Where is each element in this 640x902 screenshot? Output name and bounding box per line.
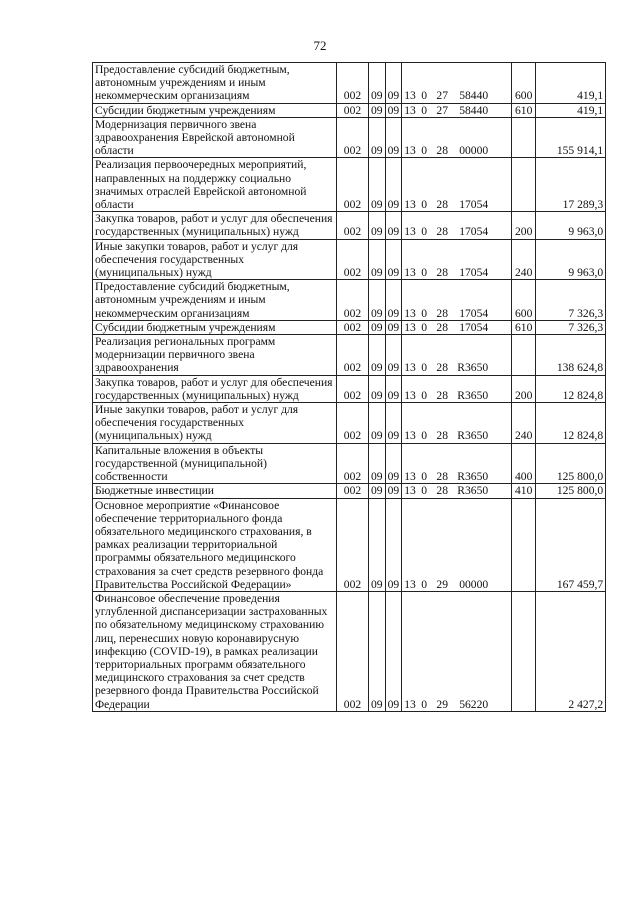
- amount: 7 326,3: [536, 280, 606, 321]
- amount: 125 800,0: [536, 484, 606, 498]
- section-code: 09: [369, 280, 386, 321]
- subsection-code: 09: [385, 117, 402, 158]
- target-article-code: [402, 212, 512, 239]
- item-name: Иные закупки товаров, работ и услуг для обеспечения государственных (муниципальных) нужд: [93, 403, 337, 444]
- target-article-code: [402, 117, 512, 158]
- event-code: 27: [436, 89, 448, 103]
- subsection-code: 09: [385, 484, 402, 498]
- direction-code: 00000: [459, 577, 489, 591]
- target-article-code: [402, 498, 512, 591]
- table-row: [93, 335, 606, 376]
- subprogram-code: 0: [421, 361, 428, 375]
- target-article-code: [402, 375, 512, 402]
- event-code: 28: [436, 198, 448, 212]
- expense-type-code: 200: [512, 375, 536, 402]
- admin-code: 002: [337, 280, 369, 321]
- target-article-code: [402, 443, 512, 484]
- section-code: 09: [369, 335, 386, 376]
- subsection-code: 09: [385, 63, 402, 104]
- program-code: 13: [404, 484, 416, 498]
- direction-code: 17054: [459, 198, 489, 212]
- direction-code: 58440: [459, 103, 489, 117]
- amount: 2 427,2: [536, 591, 606, 711]
- admin-code: 002: [337, 375, 369, 402]
- event-code: 28: [436, 429, 448, 443]
- direction-code: R3650: [457, 470, 489, 484]
- table-row: [93, 320, 606, 334]
- program-code: 13: [404, 429, 416, 443]
- expense-type-code: [512, 498, 536, 591]
- budget-table: [92, 62, 606, 712]
- table-row: [93, 117, 606, 158]
- subsection-code: 09: [385, 498, 402, 591]
- subprogram-code: 0: [421, 266, 428, 280]
- event-code: 28: [436, 470, 448, 484]
- subsection-code: 09: [385, 320, 402, 334]
- subsection-code: 09: [385, 375, 402, 402]
- target-article-code: [402, 239, 512, 280]
- table-row: [93, 103, 606, 117]
- item-name: Субсидии бюджетным учреждениям: [93, 103, 337, 117]
- expense-type-code: 410: [512, 484, 536, 498]
- table-row: [93, 591, 606, 711]
- admin-code: 002: [337, 335, 369, 376]
- program-code: 13: [404, 198, 416, 212]
- expense-type-code: 240: [512, 403, 536, 444]
- program-code: 13: [404, 89, 416, 103]
- event-code: 29: [436, 697, 448, 711]
- target-article-code: [402, 63, 512, 104]
- admin-code: 002: [337, 63, 369, 104]
- subsection-code: 09: [385, 212, 402, 239]
- amount: 12 824,8: [536, 403, 606, 444]
- direction-code: 00000: [459, 144, 489, 158]
- direction-code: R3650: [457, 429, 489, 443]
- item-name: Основное мероприятие «Финансовое обеспечение территориального фонда обязательного медицинского страхования, в рамках реализации территориальной программы обязательного медицинского страхования за счет средств резервного фонда Правительства Российской Федерации»: [93, 498, 337, 591]
- table-row: [93, 443, 606, 484]
- direction-code: 56220: [459, 697, 489, 711]
- expense-type-code: 200: [512, 212, 536, 239]
- item-name: Предоставление субсидий бюджетным, автономным учреждениям и иным некоммерческим организациям: [93, 280, 337, 321]
- target-article-code: [402, 320, 512, 334]
- program-code: 13: [404, 697, 416, 711]
- event-code: 27: [436, 103, 448, 117]
- subprogram-code: 0: [421, 577, 428, 591]
- table-row: [93, 375, 606, 402]
- program-code: 13: [404, 577, 416, 591]
- item-name: Предоставление субсидий бюджетным, автономным учреждениям и иным некоммерческим организациям: [93, 63, 337, 104]
- item-name: Иные закупки товаров, работ и услуг для обеспечения государственных (муниципальных) нужд: [93, 239, 337, 280]
- section-code: 09: [369, 158, 386, 212]
- table-row: [93, 63, 606, 104]
- section-code: 09: [369, 443, 386, 484]
- admin-code: 002: [337, 239, 369, 280]
- subprogram-code: 0: [421, 470, 428, 484]
- event-code: 28: [436, 388, 448, 402]
- admin-code: 002: [337, 403, 369, 444]
- amount: 155 914,1: [536, 117, 606, 158]
- direction-code: 17054: [459, 266, 489, 280]
- item-name: Модернизация первичного звена здравоохранения Еврейской автономной области: [93, 117, 337, 158]
- item-name: Закупка товаров, работ и услуг для обеспечения государственных (муниципальных) нужд: [93, 375, 337, 402]
- section-code: 09: [369, 117, 386, 158]
- amount: 17 289,3: [536, 158, 606, 212]
- table-row: [93, 158, 606, 212]
- subprogram-code: 0: [421, 320, 428, 334]
- amount: 12 824,8: [536, 375, 606, 402]
- amount: 125 800,0: [536, 443, 606, 484]
- target-article-code: [402, 403, 512, 444]
- table-row: [93, 239, 606, 280]
- target-article-code: [402, 158, 512, 212]
- table-row: [93, 403, 606, 444]
- event-code: 28: [436, 320, 448, 334]
- section-code: 09: [369, 212, 386, 239]
- event-code: 29: [436, 577, 448, 591]
- subsection-code: 09: [385, 403, 402, 444]
- page-number: 72: [313, 38, 327, 53]
- program-code: 13: [404, 144, 416, 158]
- expense-type-code: [512, 158, 536, 212]
- subprogram-code: 0: [421, 89, 428, 103]
- section-code: 09: [369, 63, 386, 104]
- program-code: 13: [404, 361, 416, 375]
- event-code: 28: [436, 144, 448, 158]
- subsection-code: 09: [385, 335, 402, 376]
- event-code: 28: [436, 225, 448, 239]
- section-code: 09: [369, 484, 386, 498]
- admin-code: 002: [337, 117, 369, 158]
- target-article-code: [402, 591, 512, 711]
- event-code: 28: [436, 484, 448, 498]
- direction-code: 17054: [459, 320, 489, 334]
- direction-code: R3650: [457, 388, 489, 402]
- subprogram-code: 0: [421, 429, 428, 443]
- admin-code: 002: [337, 320, 369, 334]
- direction-code: 17054: [459, 225, 489, 239]
- target-article-code: [402, 484, 512, 498]
- subsection-code: 09: [385, 443, 402, 484]
- expense-type-code: [512, 591, 536, 711]
- admin-code: 002: [337, 103, 369, 117]
- subsection-code: 09: [385, 591, 402, 711]
- expense-type-code: 400: [512, 443, 536, 484]
- expense-type-code: 600: [512, 280, 536, 321]
- expense-type-code: [512, 117, 536, 158]
- direction-code: 58440: [459, 89, 489, 103]
- subprogram-code: 0: [421, 306, 428, 320]
- amount: 138 624,8: [536, 335, 606, 376]
- admin-code: 002: [337, 498, 369, 591]
- subprogram-code: 0: [421, 484, 428, 498]
- table-row: [93, 212, 606, 239]
- section-code: 09: [369, 591, 386, 711]
- subprogram-code: 0: [421, 388, 428, 402]
- program-code: 13: [404, 320, 416, 334]
- direction-code: R3650: [457, 361, 489, 375]
- target-article-code: [402, 280, 512, 321]
- section-code: 09: [369, 103, 386, 117]
- item-name: Бюджетные инвестиции: [93, 484, 337, 498]
- subprogram-code: 0: [421, 198, 428, 212]
- subprogram-code: 0: [421, 697, 428, 711]
- amount: 9 963,0: [536, 212, 606, 239]
- table-row: [93, 484, 606, 498]
- expense-type-code: 240: [512, 239, 536, 280]
- amount: 419,1: [536, 103, 606, 117]
- expense-type-code: 610: [512, 103, 536, 117]
- event-code: 28: [436, 306, 448, 320]
- item-name: Реализация первоочередных мероприятий, направленных на поддержку социально значимых отраслей Еврейской автономной области: [93, 158, 337, 212]
- section-code: 09: [369, 403, 386, 444]
- direction-code: 17054: [459, 306, 489, 320]
- amount: 419,1: [536, 63, 606, 104]
- amount: 9 963,0: [536, 239, 606, 280]
- subsection-code: 09: [385, 158, 402, 212]
- table-body: [93, 63, 606, 712]
- item-name: Финансовое обеспечение проведения углубленной диспансеризации застрахованных по обязательному медицинскому страхованию лиц, перенесших новую коронавирусную инфекцию (COVID-19), в рамках реализации территориальных программ обязательного медицинского страхования за счет средств резервного фонда Правительства Российской Федерации: [93, 591, 337, 711]
- admin-code: 002: [337, 591, 369, 711]
- admin-code: 002: [337, 212, 369, 239]
- admin-code: 002: [337, 443, 369, 484]
- amount: 7 326,3: [536, 320, 606, 334]
- subsection-code: 09: [385, 103, 402, 117]
- event-code: 28: [436, 361, 448, 375]
- program-code: 13: [404, 225, 416, 239]
- item-name: Капитальные вложения в объекты государственной (муниципальной) собственности: [93, 443, 337, 484]
- program-code: 13: [404, 470, 416, 484]
- item-name: Субсидии бюджетным учреждениям: [93, 320, 337, 334]
- table-row: [93, 280, 606, 321]
- subprogram-code: 0: [421, 144, 428, 158]
- admin-code: 002: [337, 158, 369, 212]
- section-code: 09: [369, 239, 386, 280]
- target-article-code: [402, 335, 512, 376]
- section-code: 09: [369, 320, 386, 334]
- item-name: Реализация региональных программ модернизации первичного звена здравоохранения: [93, 335, 337, 376]
- amount: 167 459,7: [536, 498, 606, 591]
- subprogram-code: 0: [421, 225, 428, 239]
- expense-type-code: [512, 335, 536, 376]
- subsection-code: 09: [385, 239, 402, 280]
- program-code: 13: [404, 388, 416, 402]
- section-code: 09: [369, 498, 386, 591]
- program-code: 13: [404, 103, 416, 117]
- item-name: Закупка товаров, работ и услуг для обеспечения государственных (муниципальных) нужд: [93, 212, 337, 239]
- subsection-code: 09: [385, 280, 402, 321]
- expense-type-code: 600: [512, 63, 536, 104]
- event-code: 28: [436, 266, 448, 280]
- expense-type-code: 610: [512, 320, 536, 334]
- target-article-code: [402, 103, 512, 117]
- program-code: 13: [404, 266, 416, 280]
- table-row: [93, 498, 606, 591]
- subprogram-code: 0: [421, 103, 428, 117]
- section-code: 09: [369, 375, 386, 402]
- admin-code: 002: [337, 484, 369, 498]
- direction-code: R3650: [457, 484, 489, 498]
- program-code: 13: [404, 306, 416, 320]
